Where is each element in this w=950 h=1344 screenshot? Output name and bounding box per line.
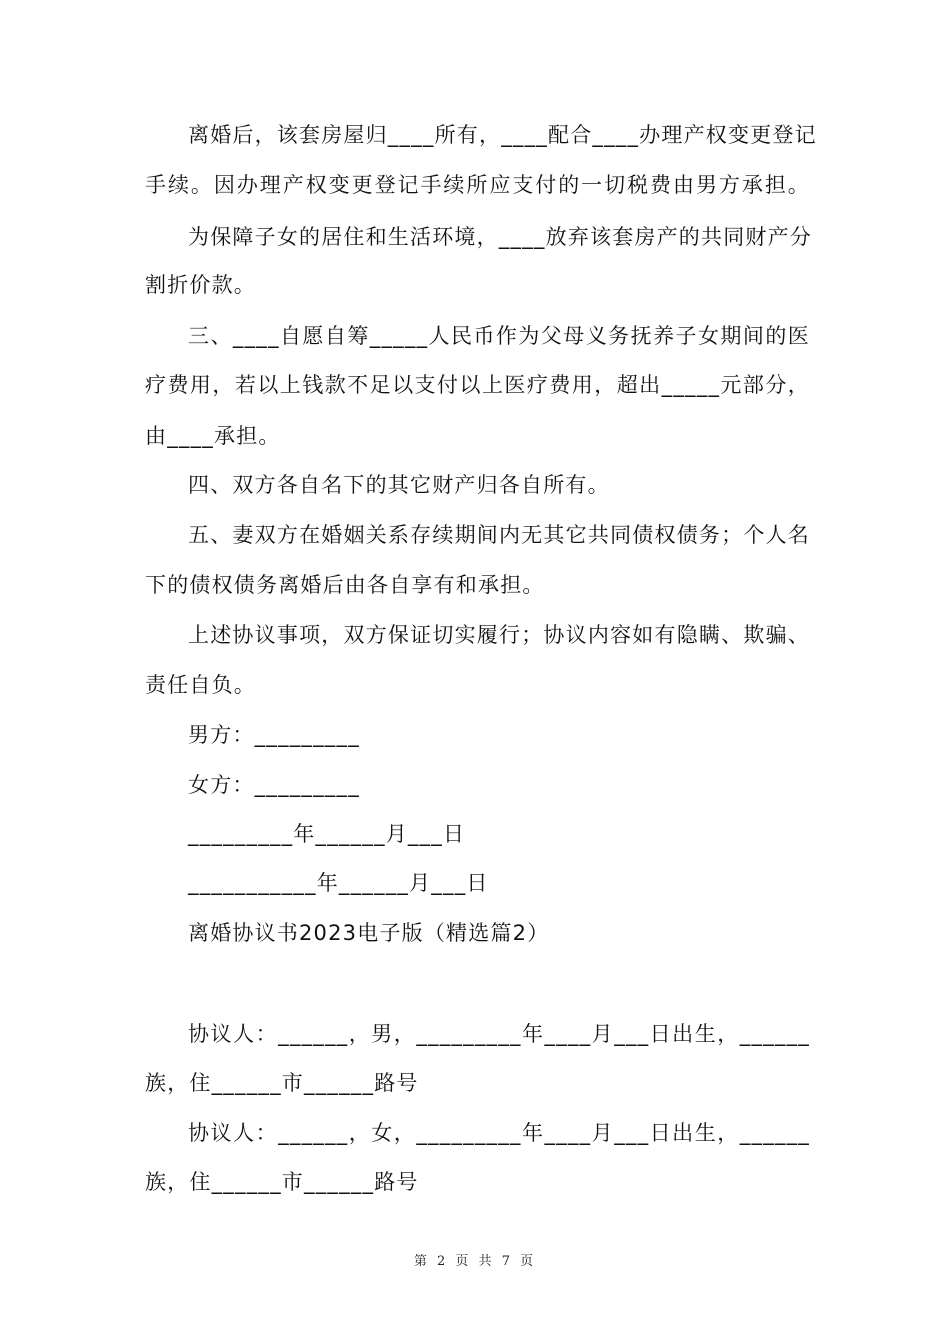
date-line: ___________年______月___日 xyxy=(188,871,489,895)
paragraph-line: 下的债权债务离婚后由各自享有和承担。 xyxy=(145,573,545,597)
section-title: 离婚协议书2023电子版（精选篇2） xyxy=(188,921,550,945)
paragraph-line: 责任自负。 xyxy=(145,673,256,697)
paragraph-line: 四、双方各自名下的其它财产归各自所有。 xyxy=(188,473,610,497)
paragraph-line: 疗费用，若以上钱款不足以支付以上医疗费用，超出_____元部分， xyxy=(145,373,810,397)
paragraph-line: 协议人：______，女，_________年____月___日出生，______ xyxy=(188,1121,810,1145)
date-line: _________年______月___日 xyxy=(188,822,466,846)
signature-line-female: 女方：_________ xyxy=(188,773,360,797)
paragraph-line: 族，住______市______路号 xyxy=(145,1170,419,1194)
paragraph-line: 由____承担。 xyxy=(145,424,281,448)
page-number-footer: 第 2 页 共 7 页 xyxy=(413,1254,537,1269)
paragraph-line: 割折价款。 xyxy=(145,273,256,297)
signature-line-male: 男方：_________ xyxy=(188,723,360,747)
paragraph-line: 为保障子女的居住和生活环境，____放弃该套房产的共同财产分 xyxy=(188,225,812,249)
paragraph-line: 手续。因办理产权变更登记手续所应支付的一切税费由男方承担。 xyxy=(145,173,810,197)
paragraph-line: 协议人：______，男，_________年____月___日出生，______ xyxy=(188,1022,810,1046)
paragraph-line: 上述协议事项，双方保证切实履行；协议内容如有隐瞒、欺骗、 xyxy=(188,623,810,647)
paragraph-line: 三、____自愿自筹_____人民币作为父母义务抚养子女期间的医 xyxy=(188,324,810,348)
paragraph-line: 五、妻双方在婚姻关系存续期间内无其它共同债权债务；个人名 xyxy=(188,523,810,547)
paragraph-line: 离婚后，该套房屋归____所有，____配合____办理产权变更登记 xyxy=(188,123,817,147)
paragraph-line: 族，住______市______路号 xyxy=(145,1071,419,1095)
